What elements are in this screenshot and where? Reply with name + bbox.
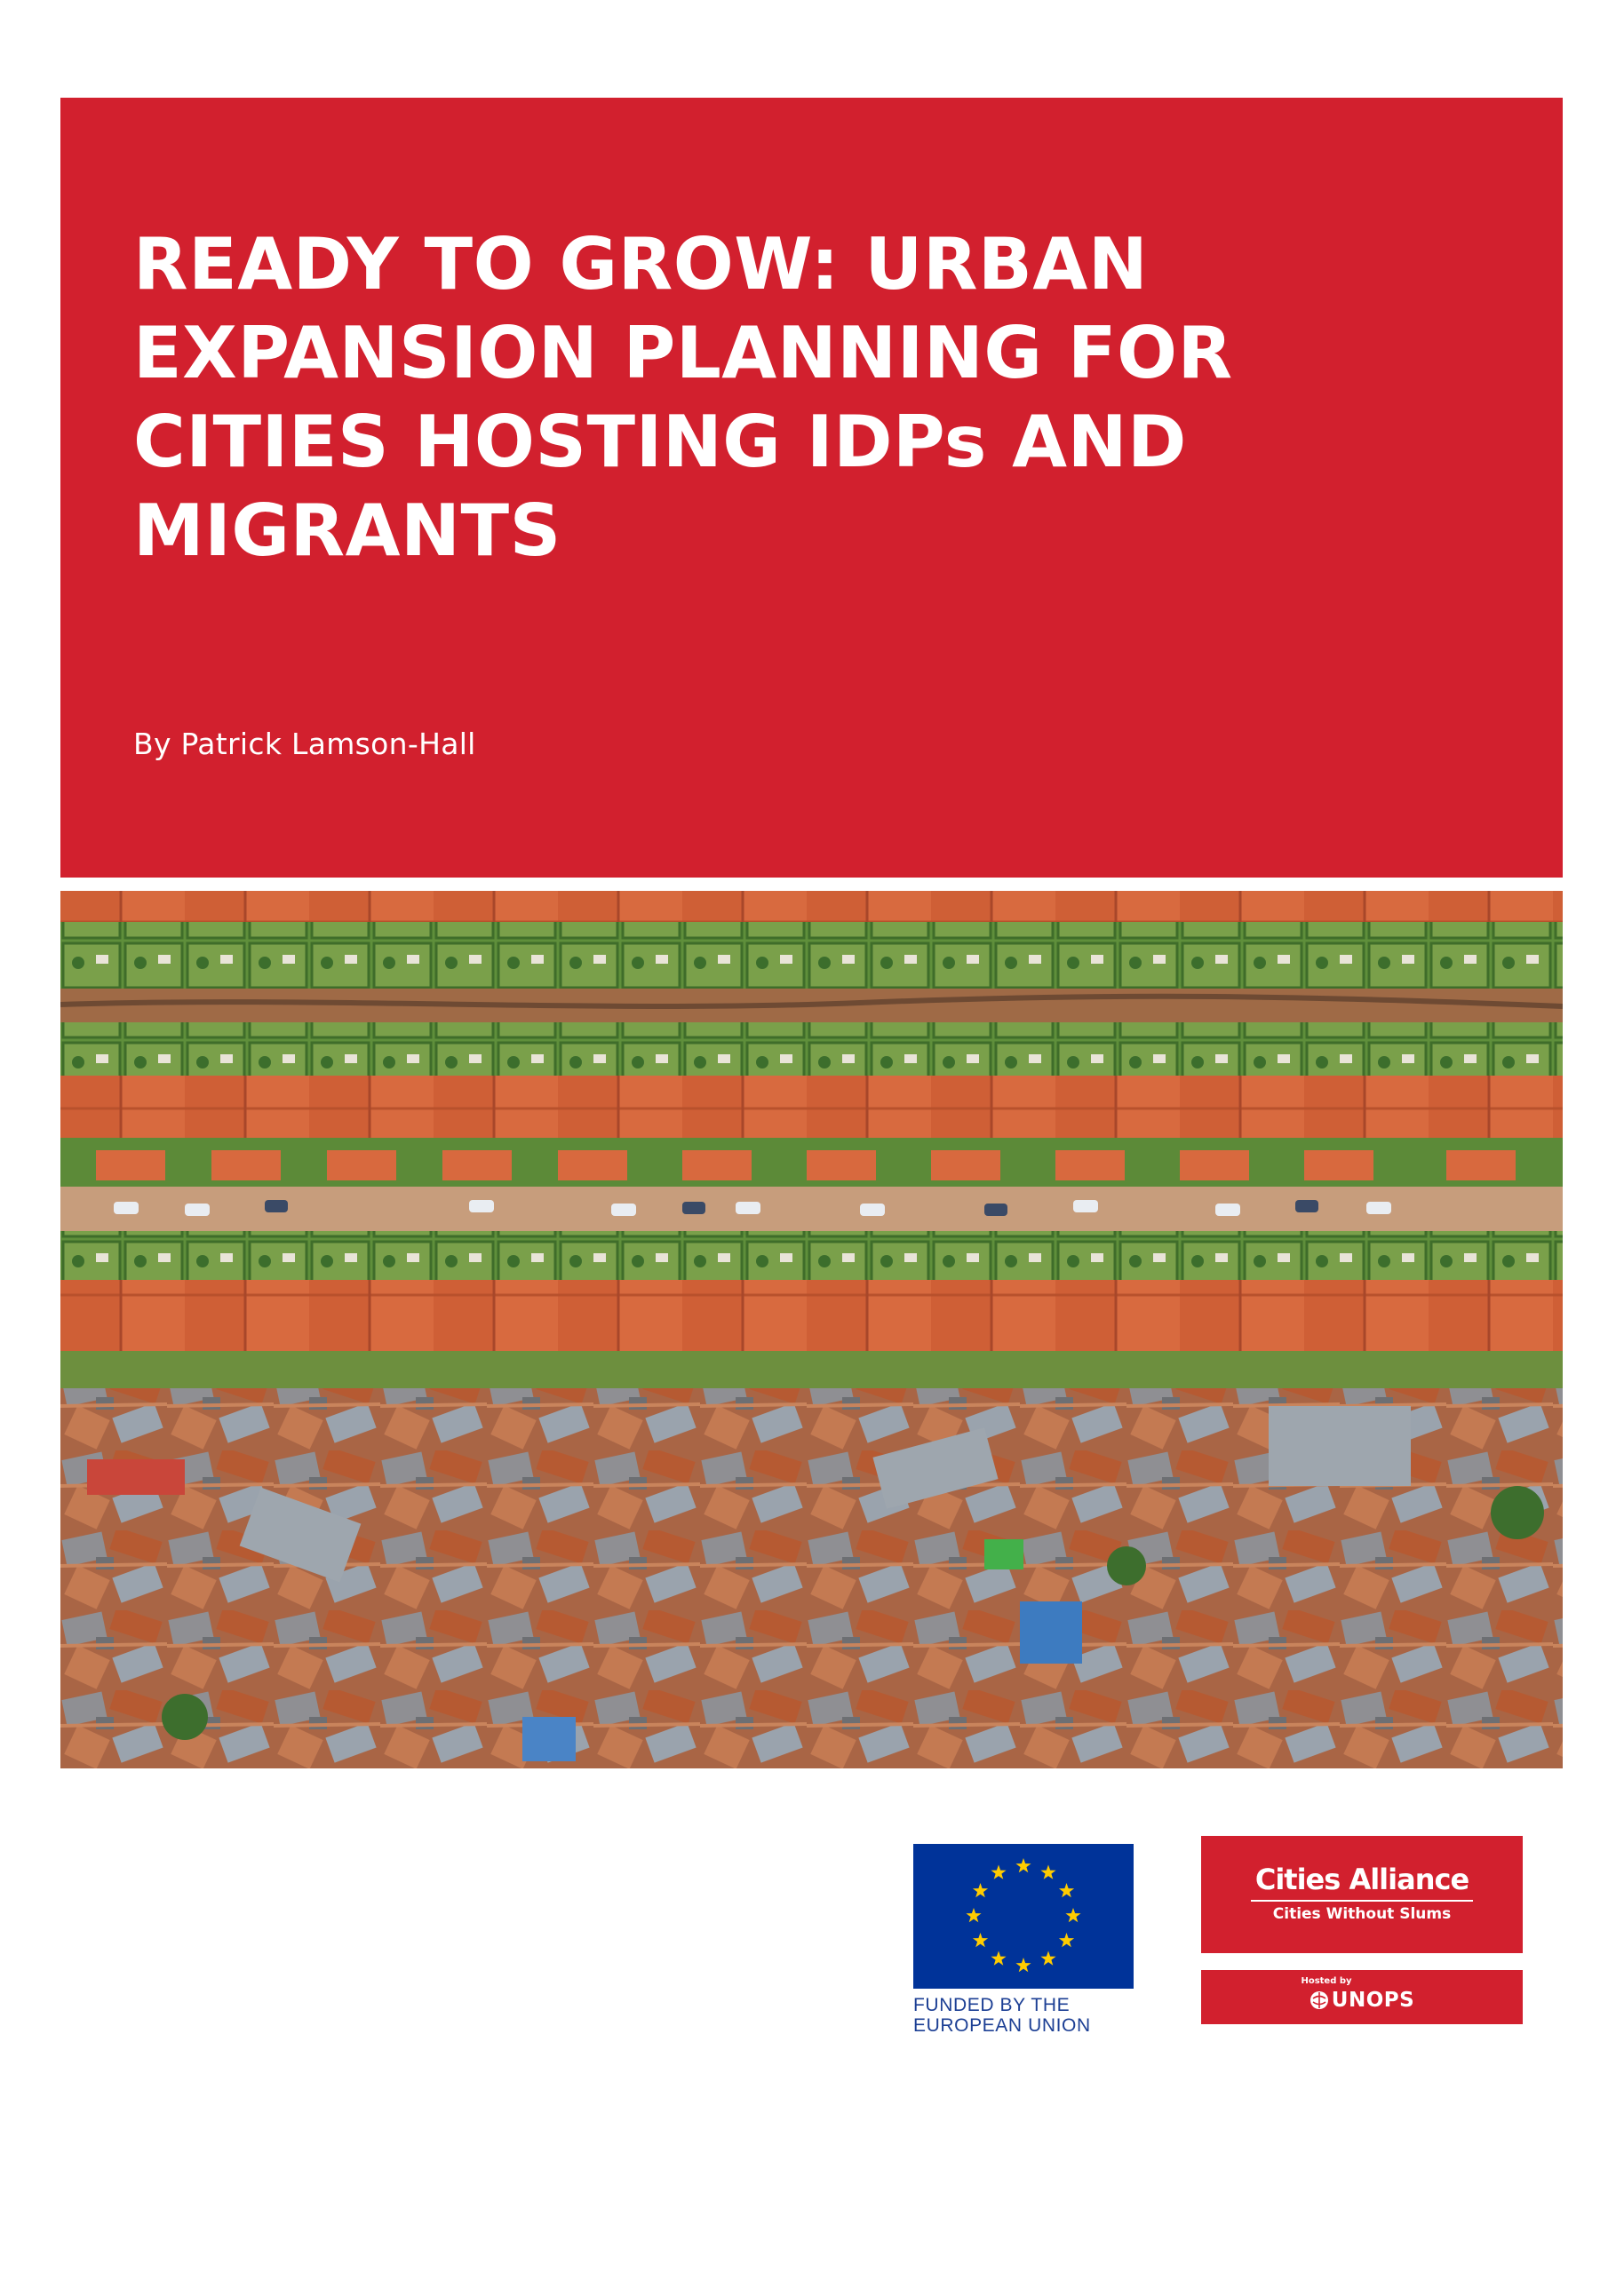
cities-alliance-tagline: Cities Without Slums (1272, 1905, 1452, 1923)
eu-caption-line-1: FUNDED BY THE (913, 1995, 1071, 2015)
title-line-4: MIGRANTS (133, 489, 561, 572)
unops-globe-icon (1310, 1990, 1329, 2010)
logo-divider (1251, 1900, 1473, 1902)
title-line-2: EXPANSION PLANNING FOR (133, 312, 1233, 394)
title-line-3: CITIES HOSTING IDPs AND (133, 401, 1187, 483)
eu-logo (913, 1844, 1134, 2036)
unops-name: UNOPS (1331, 1989, 1415, 2012)
eu-caption-line-2: EUROPEAN UNION (913, 2015, 1091, 2036)
report-title (133, 220, 1519, 576)
eu-flag-icon (913, 1844, 1134, 1989)
eu-funding-caption (913, 1995, 1134, 2036)
hosted-by-label: Hosted by (1301, 1976, 1352, 1986)
title-block (60, 98, 1563, 878)
hosted-by-unops-badge (1201, 1970, 1523, 2024)
aerial-photo (60, 891, 1563, 1768)
title-line-1: READY TO GROW: URBAN (133, 223, 1149, 306)
author-byline: By Patrick Lamson-Hall (133, 727, 476, 761)
cities-alliance-logo (1201, 1836, 1523, 1953)
cities-alliance-name: Cities Alliance (1254, 1863, 1469, 1896)
